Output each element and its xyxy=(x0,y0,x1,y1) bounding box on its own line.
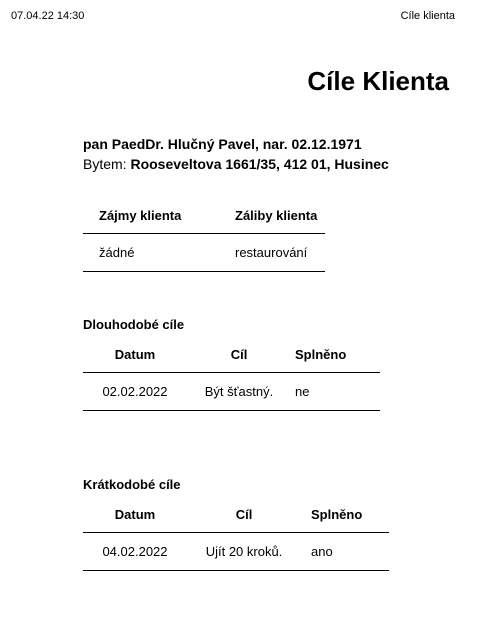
cell-goal: Ujít 20 kroků. xyxy=(187,533,301,571)
address-value: Rooseveltova 1661/35, 412 01, Husinec xyxy=(130,156,389,172)
long-term-goals-title: Dlouhodobé cíle xyxy=(83,317,185,332)
table-row xyxy=(83,533,389,571)
cell-date: 02.02.2022 xyxy=(83,373,187,411)
document-title: Cíle Klienta xyxy=(307,66,449,96)
header-date: Datum xyxy=(83,336,187,373)
address-label: Bytem: xyxy=(83,156,127,172)
header-date: Datum xyxy=(83,496,187,533)
interests-table xyxy=(83,197,325,272)
table-row xyxy=(83,234,325,272)
print-header xyxy=(11,10,455,24)
client-address xyxy=(83,156,389,172)
header-goal: Cíl xyxy=(187,496,301,533)
header-done: Splněno xyxy=(301,496,389,533)
cell-goal: Být šťastný. xyxy=(187,373,291,411)
print-datetime: 07.04.22 14:30 xyxy=(11,10,85,22)
cell-done: ano xyxy=(301,533,389,571)
client-name: pan PaedDr. Hlučný Pavel, nar. 02.12.1971 xyxy=(83,136,362,152)
long-term-goals-table xyxy=(83,336,380,411)
table-row xyxy=(83,373,380,411)
header-goal: Cíl xyxy=(187,336,291,373)
short-term-goals-title: Krátkodobé cíle xyxy=(83,477,181,492)
header-interests: Zájmy klienta xyxy=(83,197,219,234)
table-header-row xyxy=(83,336,380,373)
cell-done: ne xyxy=(291,373,380,411)
table-header-row xyxy=(83,197,325,234)
cell-hobbies: restaurování xyxy=(219,234,325,272)
header-hobbies: Záliby klienta xyxy=(219,197,325,234)
table-header-row xyxy=(83,496,389,533)
cell-interests: žádné xyxy=(83,234,219,272)
cell-date: 04.02.2022 xyxy=(83,533,187,571)
print-page-name: Cíle klienta xyxy=(400,10,455,22)
header-done: Splněno xyxy=(291,336,380,373)
short-term-goals-table xyxy=(83,496,389,571)
